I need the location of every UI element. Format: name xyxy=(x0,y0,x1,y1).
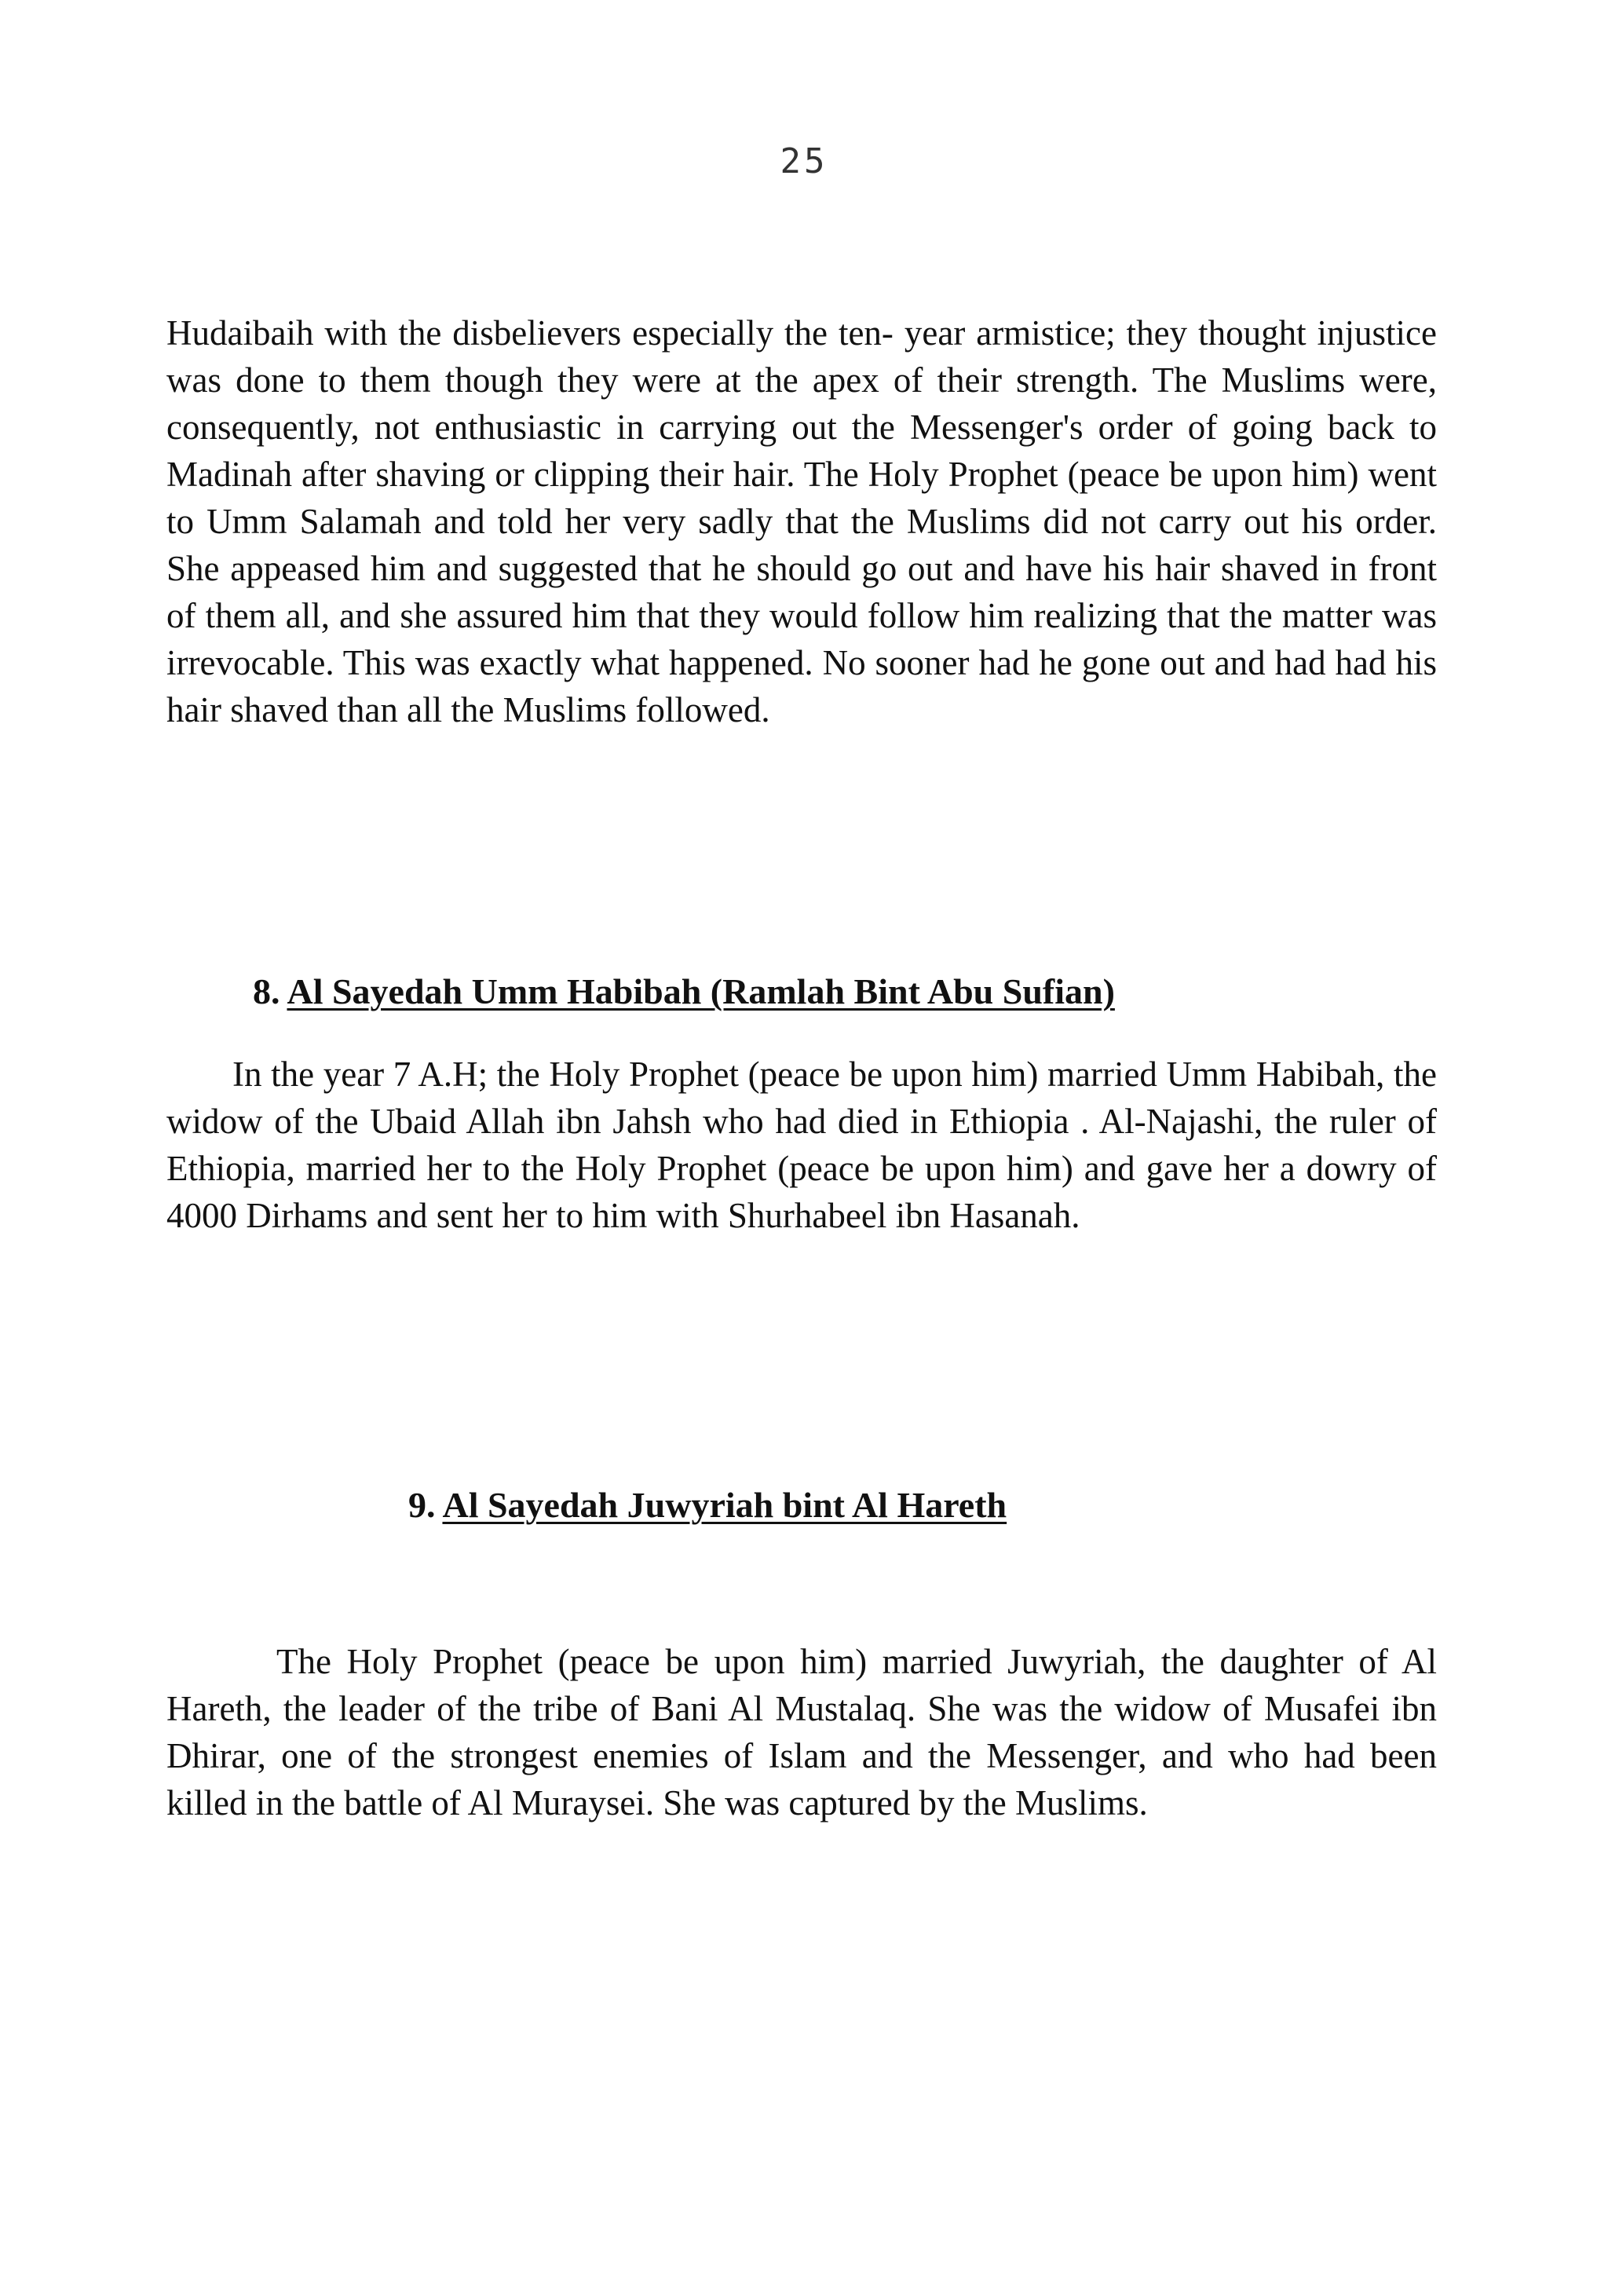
section-heading-umm-habibah xyxy=(253,971,1115,1012)
section-number: 8. xyxy=(253,971,287,1011)
section-heading-juwyriah xyxy=(408,1484,1007,1526)
paragraph-juwyriah: The Holy Prophet (peace be upon him) married Juwyriah, the daughter of Al Hareth, the leader of the tribe of Bani Al Mustalaq. She was the widow of Musafei ibn Dhirar, one of the strongest enemies of Islam and the Messenger, and who had been killed in the battle of Al Muraysei. She was captured by the Muslims. xyxy=(166,1642,1437,1823)
section-title: Al Sayedah Juwyriah bint Al Hareth xyxy=(442,1485,1007,1525)
page-number: 25 xyxy=(780,141,828,181)
paragraph-hudaibiyah: Hudaibaih with the disbelievers especially the ten- year armistice; they thought injustice was done to them though they were at the apex of their strength. The Muslims were, consequently, not enthusiastic in carrying out the Messenger's order of going back to Madinah after shaving or clipping their hair. The Holy Prophet (peace be upon him) went to Umm Salamah and told her very sadly that the Muslims did not carry out his order. She appeased him and suggested that he should go out and have his hair shaved in front of them all, and she assured him that they would follow him realizing that the matter was irrevocable. This was exactly what happened. No sooner had he gone out and had had his hair shaved than all the Muslims followed. xyxy=(166,313,1437,729)
section-number: 9. xyxy=(408,1485,443,1525)
paragraph-umm-habibah: In the year 7 A.H; the Holy Prophet (peace be upon him) married Umm Habibah, the widow of the Ubaid Allah ibn Jahsh who had died in Ethiopia . Al-Najashi, the ruler of Ethiopia, married her to the Holy Prophet (peace be upon him) and gave her a dowry of 4000 Dirhams and sent her to him with Shurhabeel ibn Hasanah. xyxy=(166,1055,1437,1235)
section-title: Al Sayedah Umm Habibah (Ramlah Bint Abu Sufian) xyxy=(287,971,1115,1011)
